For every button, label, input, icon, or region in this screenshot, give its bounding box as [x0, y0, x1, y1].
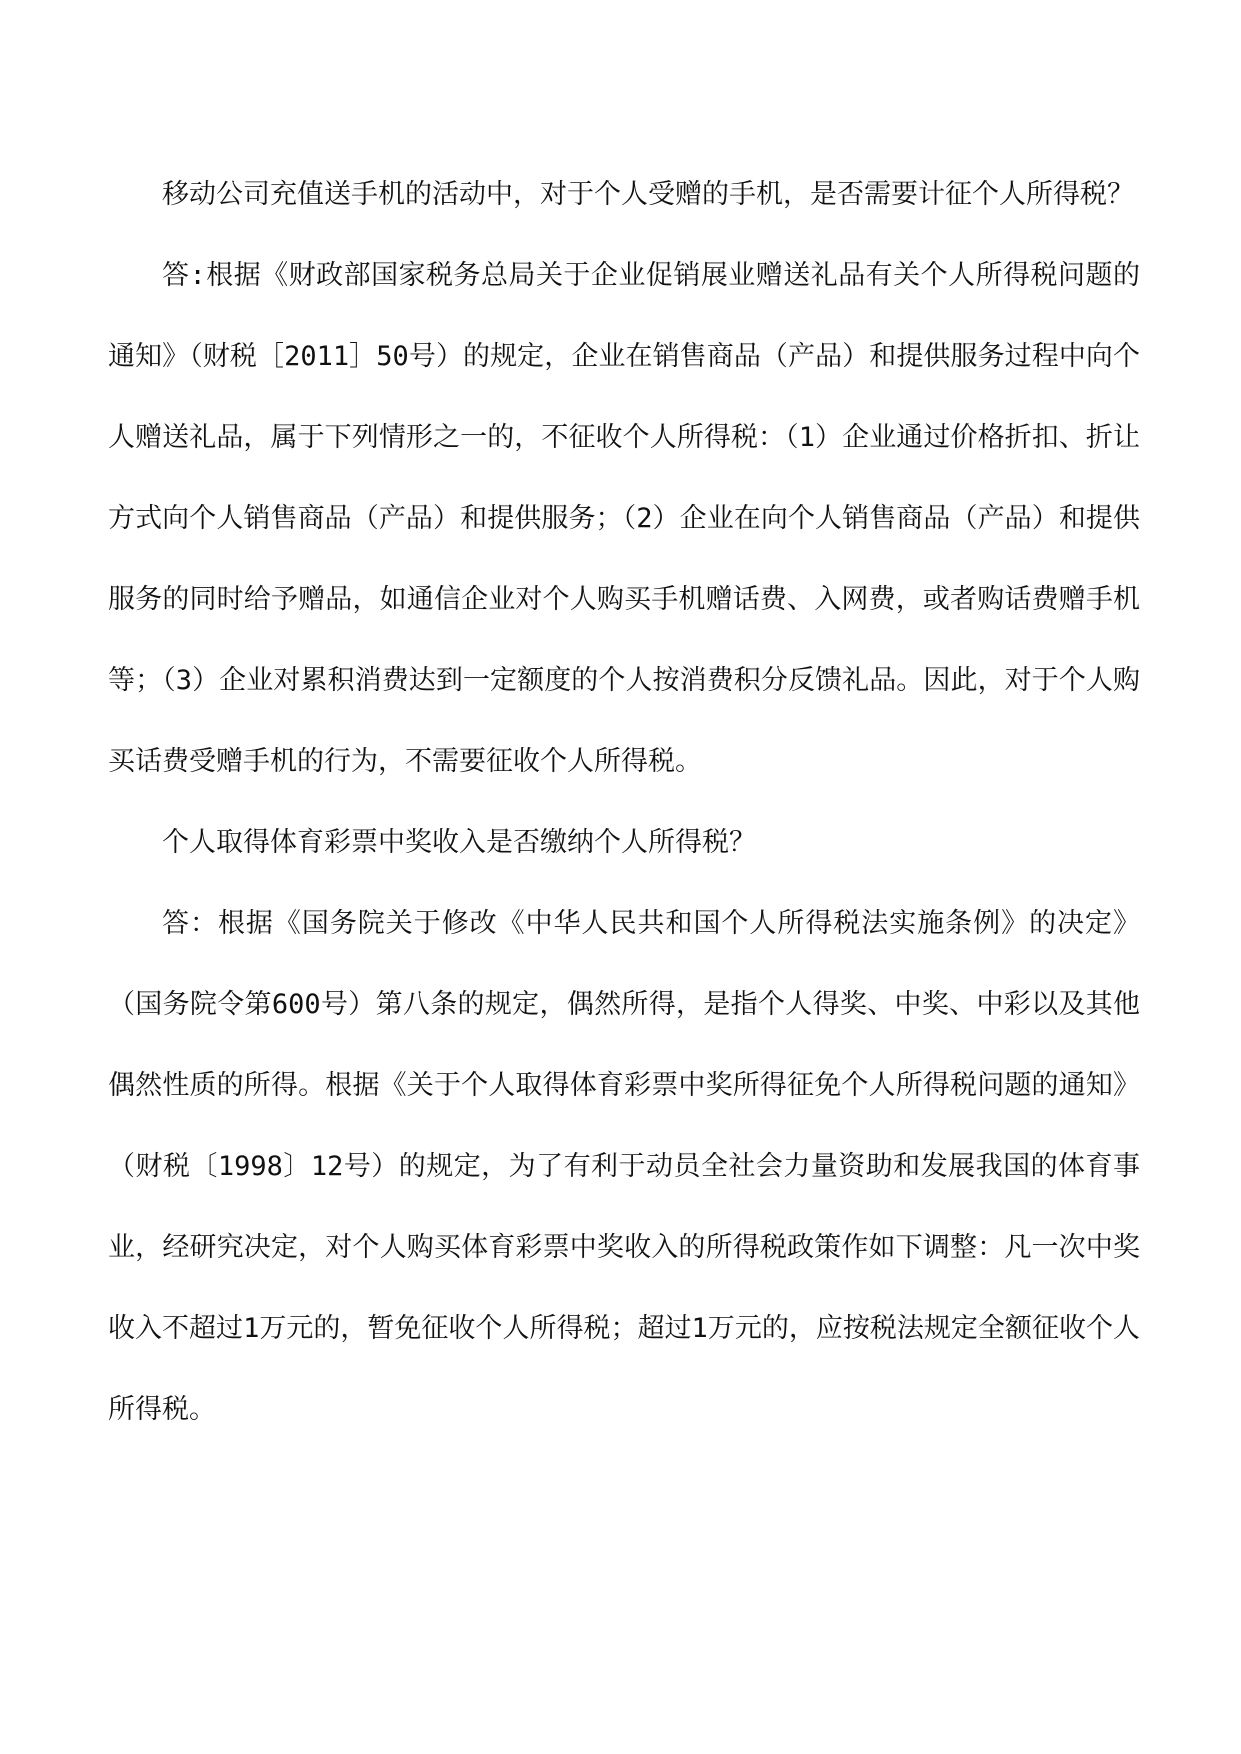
question-sports-lottery: 个人取得体育彩票中奖收入是否缴纳个人所得税？: [162, 827, 756, 858]
document-page: [108, 154, 1140, 1450]
question-mobile-phone-gift: 移动公司充值送手机的活动中，对于个人受赠的手机，是否需要计征个人所得税？: [162, 179, 1134, 210]
answer-sports-lottery: 答：根据《国务院关于修改《中华人民共和国个人所得税法实施条例》的决定》（国务院令第600号）第八条的规定，偶然所得，是指个人得奖、中奖、中彩以及其他偶然性质的所得。根据《关于个人取得体育彩票中奖所得征免个人所得税问题的通知》（财税〔1998〕12号）的规定，为了有利于动员全社会力量资助和发展我国的体育事业，经研究决定，对个人购买体育彩票中奖收入的所得税政策作如下调整：凡一次中奖收入不超过1万元的，暂免征收个人所得税；超过1万元的，应按税法规定全额征收个人所得税。: [108, 908, 1140, 1425]
answer-mobile-phone-gift: 答:根据《财政部国家税务总局关于企业促销展业赠送礼品有关个人所得税问题的通知》（财税［2011］50号）的规定，企业在销售商品（产品）和提供服务过程中向个人赠送礼品，属于下列情形之一的，不征收个人所得税：（1）企业通过价格折扣、折让方式向个人销售商品（产品）和提供服务；（2）企业在向个人销售商品（产品）和提供服务的同时给予赠品，如通信企业对个人购买手机赠话费、入网费，或者购话费赠手机等；（3）企业对累积消费达到一定额度的个人按消费积分反馈礼品。因此，对于个人购买话费受赠手机的行为，不需要征收个人所得税。: [108, 260, 1140, 777]
